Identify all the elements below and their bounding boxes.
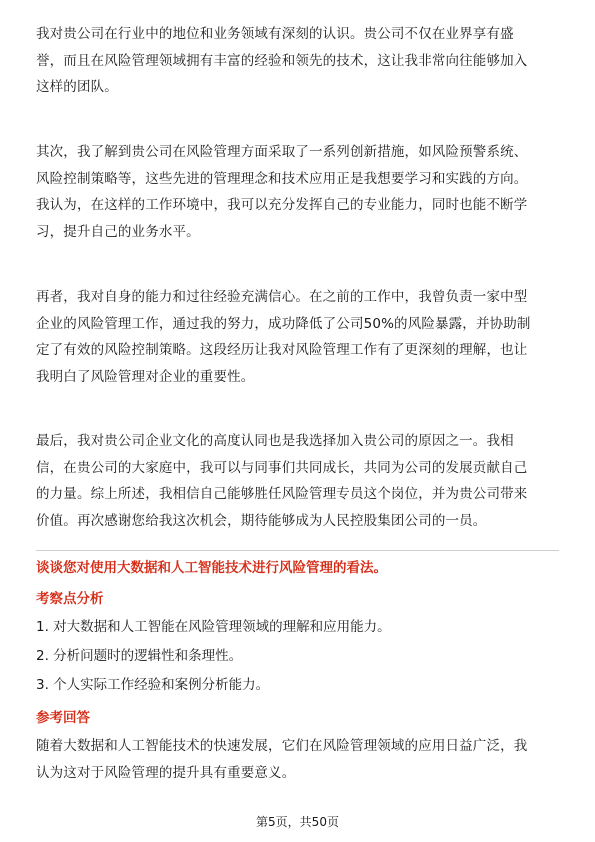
paragraph-line: 其次，我了解到贵公司在风险管理方面采取了一系列创新措施，如风险预警系统、 [36, 144, 528, 160]
paragraph-line: 信，在贵公司的大家庭中，我可以与同事们共同成长，共同为公司的发展贡献自己 [36, 459, 528, 476]
answer-paragraph [36, 733, 560, 786]
paragraph-line: 习，提升自己的业务水平。 [36, 223, 200, 240]
paragraph-line: 再者，我对自身的能力和过往经验充满信心。在之前的工作中，我曾负责一家中型 [36, 289, 528, 305]
paragraph-line: 风险控制策略等，这些先进的管理理念和技术应用正是我想要学习和实践的方向。 [36, 170, 528, 187]
analysis-heading: 考察点分析 [36, 591, 104, 607]
paragraph-line: 随着大数据和人工智能技术的快速发展，它们在风险管理领域的应用日益广泛，我 [36, 738, 528, 754]
paragraph-line: 我认为，在这样的工作环境中，我可以充分发挥自己的专业能力，同时也能不断学 [36, 197, 528, 213]
section-divider [36, 550, 559, 551]
page-number: 第5页，共50页 [256, 815, 339, 829]
paragraph-line: 认为这对于风险管理的提升具有重要意义。 [36, 764, 296, 781]
paragraph-line: 我对贵公司在行业中的地位和业务领域有深刻的认识。贵公司不仅在业界享有盛 [36, 26, 514, 42]
interview-question: 谈谈您对使用大数据和人工智能技术进行风险管理的看法。 [36, 560, 387, 576]
paragraph-3 [36, 284, 560, 390]
paragraph-line: 这样的团队。 [36, 79, 118, 95]
paragraph-2 [36, 139, 560, 245]
analysis-item: 3. 个人实际工作经验和案例分析能力。 [36, 677, 270, 693]
paragraph-1 [36, 21, 560, 101]
paragraph-line: 企业的风险管理工作，通过我的努力，成功降低了公司50%的风险暴露，并协助制 [36, 315, 531, 332]
answer-heading: 参考回答 [36, 710, 90, 726]
paragraph-line: 我明白了风险管理对企业的重要性。 [36, 368, 255, 385]
paragraph-4 [36, 428, 560, 534]
paragraph-line: 定了有效的风险控制策略。这段经历让我对风险管理工作有了更深刻的理解，也让 [36, 342, 528, 358]
paragraph-line: 誉，而且在风险管理领域拥有丰富的经验和领先的技术，这让我非常向往能够加入 [36, 52, 528, 69]
paragraph-line: 价值。再次感谢您给我这次机会，期待能够成为人民控股集团公司的一员。 [36, 512, 487, 529]
analysis-item: 1. 对大数据和人工智能在风险管理领域的理解和应用能力。 [36, 619, 391, 635]
paragraph-line: 最后，我对贵公司企业文化的高度认同也是我选择加入贵公司的原因之一。我相 [36, 433, 514, 449]
analysis-item: 2. 分析问题时的逻辑性和条理性。 [36, 648, 243, 664]
paragraph-line: 的力量。综上所述，我相信自己能够胜任风险管理专员这个岗位，并为贵公司带来 [36, 486, 528, 502]
